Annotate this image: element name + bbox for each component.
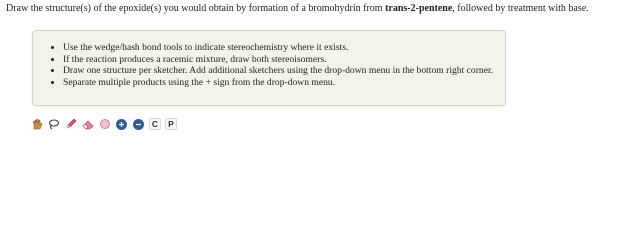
pencil-icon[interactable] bbox=[64, 118, 77, 130]
question-suffix: , followed by treatment with base. bbox=[452, 3, 589, 14]
question-text bbox=[6, 2, 618, 15]
phosphorus-button[interactable]: P bbox=[165, 118, 177, 130]
eraser-icon[interactable] bbox=[81, 118, 94, 130]
question-prefix: Draw the structure(s) of the epoxide(s) you would obtain by formation of a bromohydrin from bbox=[6, 3, 386, 14]
hand-icon[interactable] bbox=[30, 118, 43, 130]
ring-icon[interactable] bbox=[98, 118, 111, 130]
instructions-list bbox=[33, 42, 493, 88]
zoom-in-icon[interactable] bbox=[115, 118, 128, 130]
instructions-box bbox=[32, 30, 506, 106]
instruction-item: • Use the wedge/hash bond tools to indicate stereochemistry where it exists. bbox=[63, 42, 493, 54]
zoom-out-icon[interactable] bbox=[132, 118, 145, 130]
sketcher-toolbar bbox=[30, 117, 222, 131]
instruction-item: • Draw one structure per sketcher. Add additional sketchers using the drop-down menu in the bottom right corner. bbox=[63, 65, 493, 77]
instruction-item: • Separate multiple products using the + sign from the drop-down menu. bbox=[63, 77, 493, 89]
question-compound: trans-2-pentene bbox=[385, 3, 453, 14]
carbon-button[interactable]: C bbox=[149, 118, 161, 130]
instruction-item: • If the reaction produces a racemic mixture, draw both stereoisomers. bbox=[63, 54, 493, 66]
lasso-icon[interactable] bbox=[47, 118, 60, 130]
